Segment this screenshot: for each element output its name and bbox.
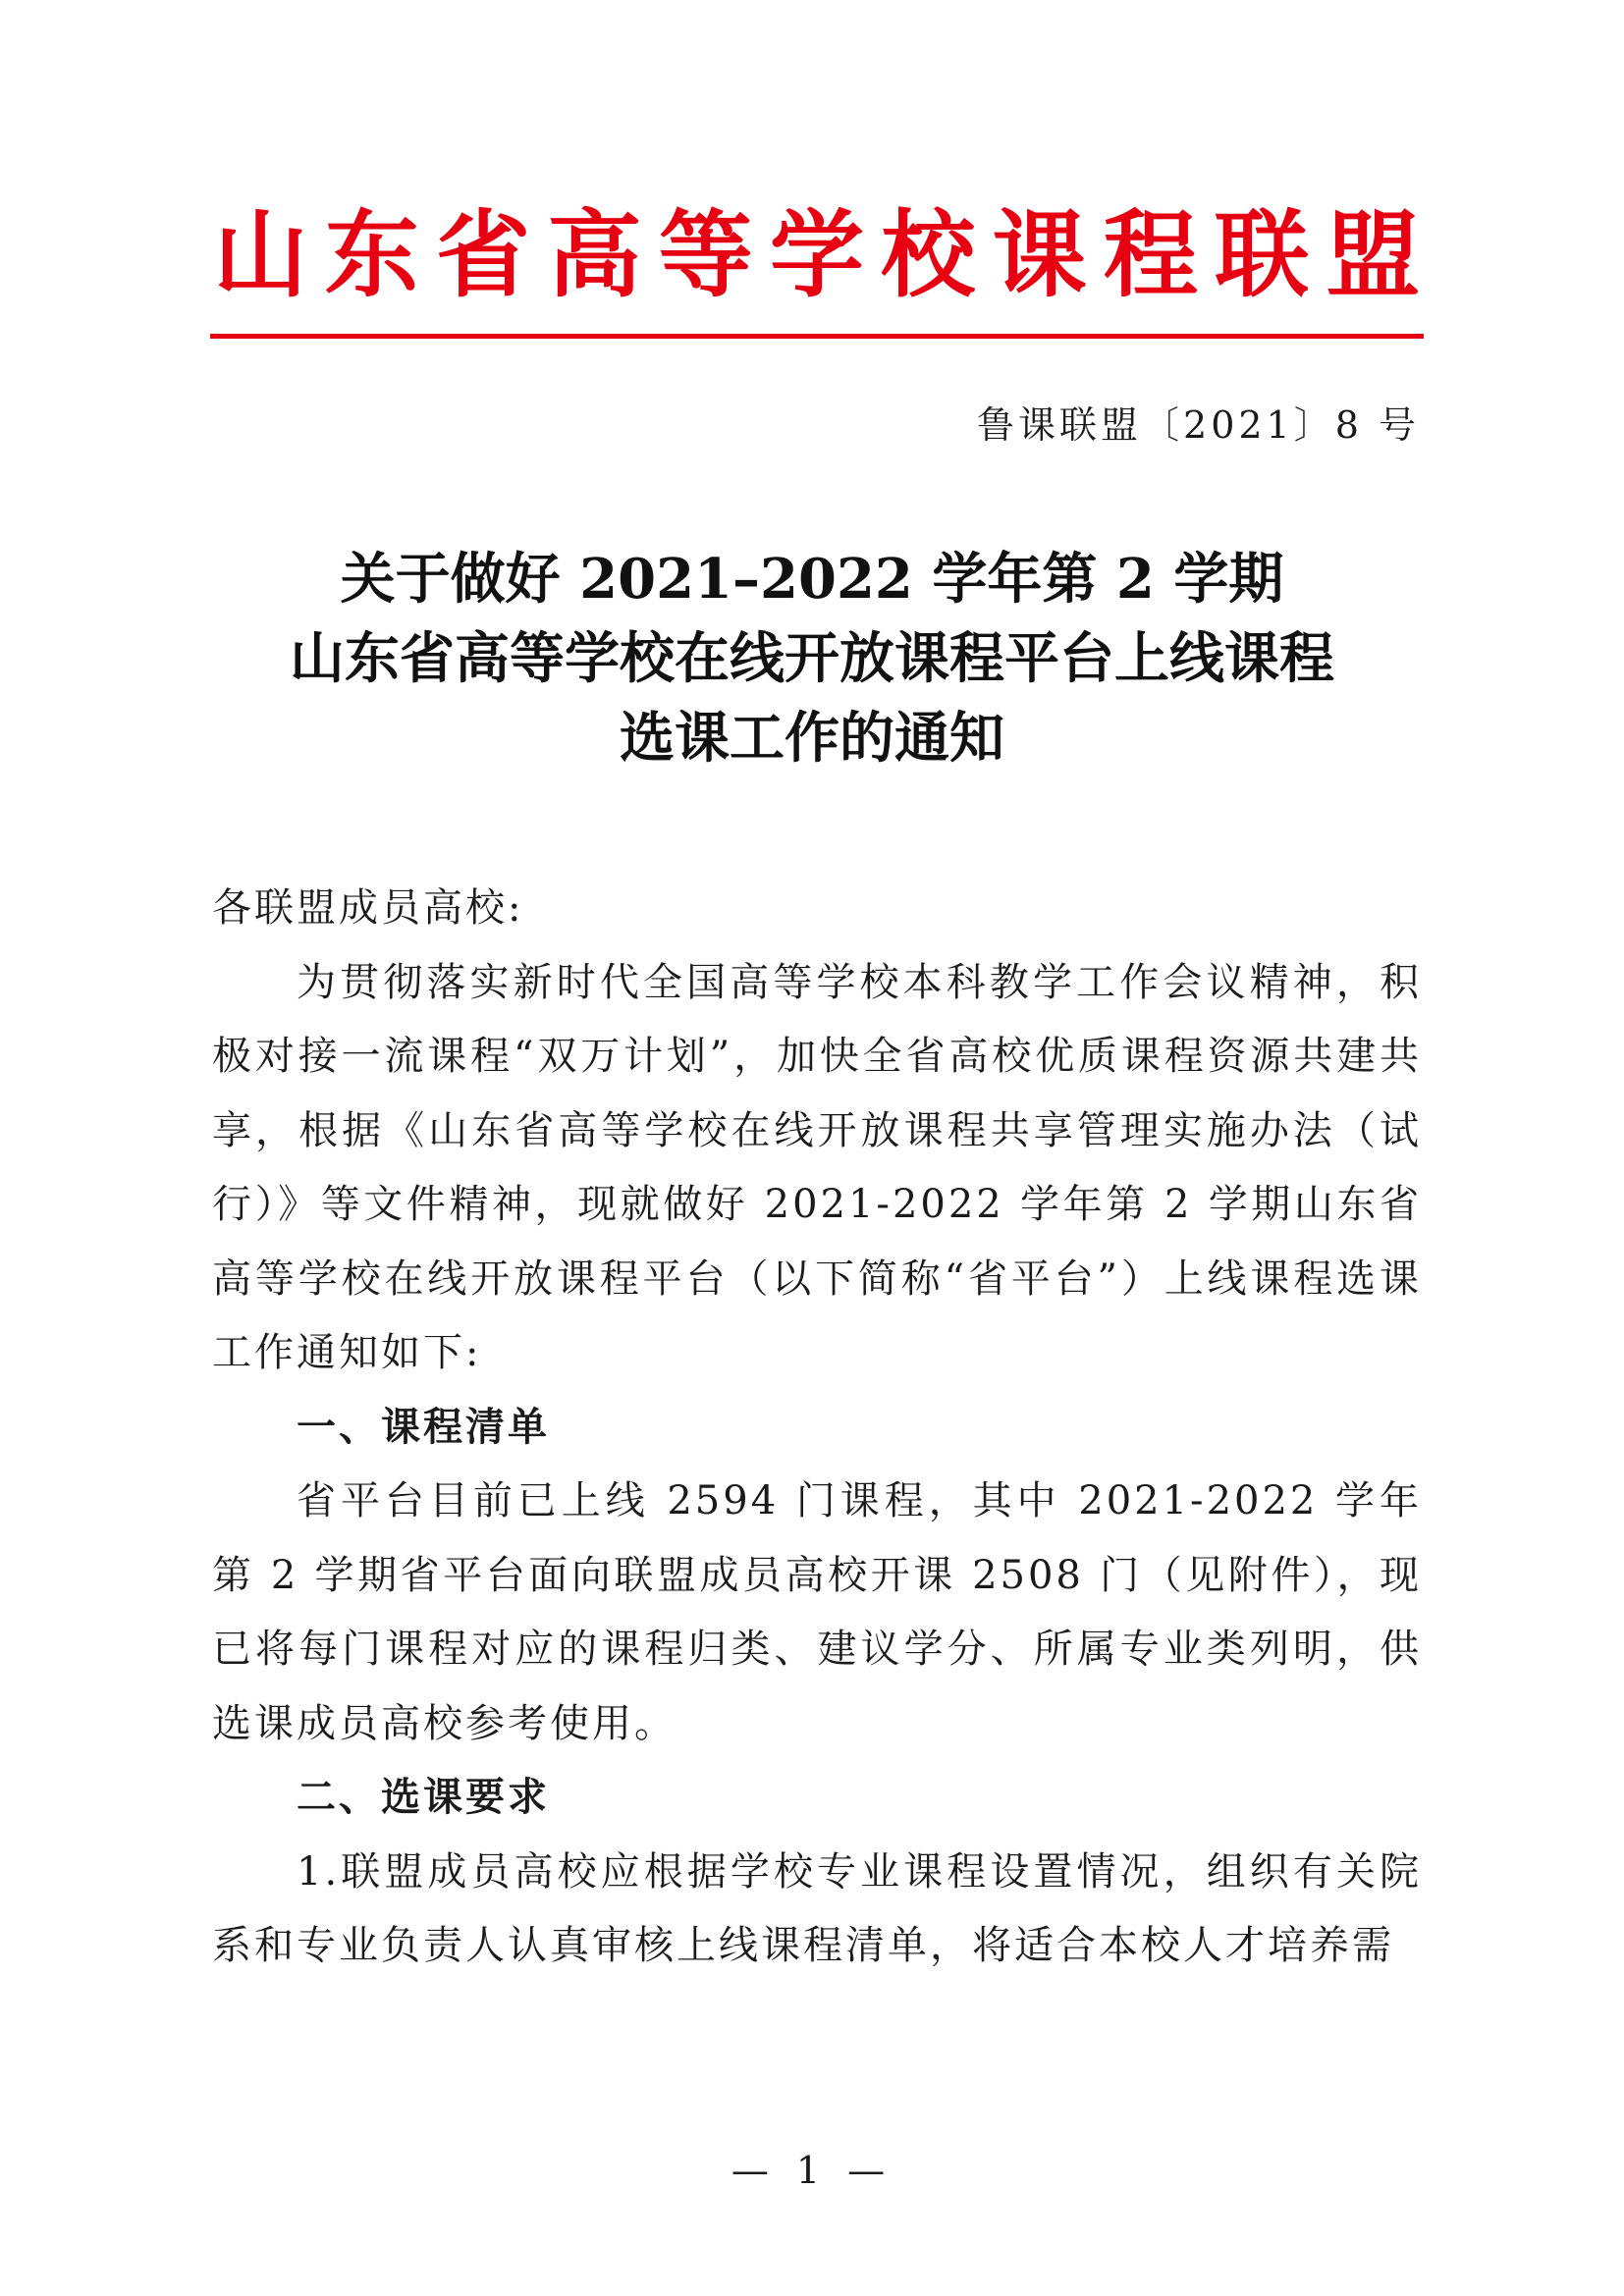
masthead-char: 高 (547, 200, 642, 310)
masthead-char: 山 (213, 200, 308, 310)
title-line: 选课工作的通知 (620, 706, 1004, 771)
masthead-char: 学 (769, 200, 864, 310)
page-number: — 1 — (731, 2149, 893, 2192)
masthead-char: 盟 (1326, 200, 1421, 310)
masthead-char: 课 (992, 200, 1087, 310)
masthead-char: 东 (324, 200, 419, 310)
masthead-char: 程 (1103, 200, 1198, 310)
document-number: 鲁课联盟〔2021〕8 号 (977, 403, 1420, 447)
masthead-char: 校 (881, 200, 976, 310)
section-paragraph: 省平台目前已上线 2594 门课程，其中 2021-2022 学年第 2 学期省平台面向联盟成员高校开课 2508 门（见附件），现已将每门课程对应的课程归类、建议学分、所属专业类列明，供选课成员高校参考使用。 (212, 1478, 1422, 1746)
section-heading: 一、课程清单 (297, 1404, 550, 1450)
title-line: 关于做好 2021–2022 学年第 2 学期 (340, 547, 1284, 612)
intro-paragraph: 为贯彻落实新时代全国高等学校本科教学工作会议精神，积极对接一流课程“双万计划”，加快全省高校优质课程资源共建共享，根据《山东省高等学校在线开放课程共享管理实施办法（试行）》等文件精神，现就做好 2021-2022 学年第 2 学期山东省高等学校在线开放课程平台（以下简称“省平台”）上线课程选课工作通知如下: (212, 959, 1422, 1375)
salutation: 各联盟成员高校: (212, 885, 524, 931)
masthead-char: 等 (658, 200, 753, 310)
document-title (147, 540, 1477, 778)
title-line: 山东省高等学校在线开放课程平台上线课程 (290, 626, 1334, 691)
masthead-title (210, 201, 1424, 309)
masthead-char: 联 (1215, 200, 1310, 310)
masthead-char: 省 (436, 200, 531, 310)
section-paragraph: 1.联盟成员高校应根据学校专业课程设置情况，组织有关院系和专业负责人认真审核上线课程清单，将适合本校人才培养需 (212, 1848, 1422, 1968)
document-body (212, 872, 1422, 1984)
section-heading: 二、选课要求 (297, 1775, 550, 1820)
red-divider-line (210, 334, 1424, 339)
